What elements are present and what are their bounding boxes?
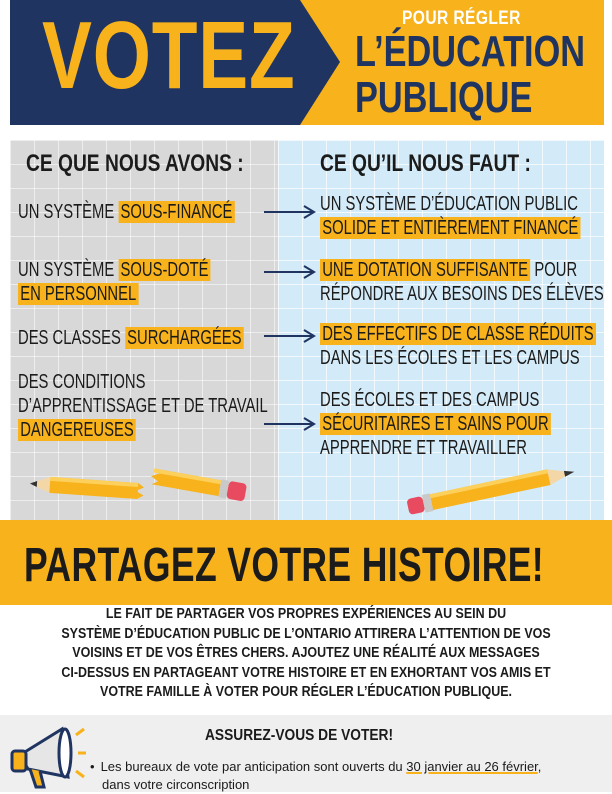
megaphone-icon xyxy=(6,715,88,792)
right-item-3 xyxy=(320,322,596,370)
bullet-text-2: dans votre circonscription xyxy=(102,777,250,792)
left-column-title: CE QUE NOUS AVONS : xyxy=(26,150,244,177)
right-item-4-text-1: DES ÉCOLES ET DES CAMPUS xyxy=(320,389,540,411)
paragraph-line: SYSTÈME D’ÉDUCATION PUBLIC DE L’ONTARIO ATTIRERA L’ATTENTION DE VOS xyxy=(61,625,551,642)
right-item-4-highlight: SÉCURITAIRES ET SAINS POUR xyxy=(320,413,551,435)
bullet-dates: 30 janvier au 26 février xyxy=(406,759,538,774)
left-item-1-text: UN SYSTÈME xyxy=(18,201,119,223)
left-item-1 xyxy=(18,200,235,224)
right-item-1-highlight: SOLIDE ET ENTIÈREMENT FINANCÉ xyxy=(320,217,580,239)
paragraph-line: LE FAIT DE PARTAGER VOS PROPRES EXPÉRIENCES AU SEIN DU xyxy=(105,606,507,622)
bullet-dot: • xyxy=(90,759,95,774)
right-item-2-text-2: RÉPONDRE AUX BESOINS DES ÉLÈVES xyxy=(320,283,604,305)
share-story-title: PARTAGEZ VOTRE HISTOIRE! xyxy=(24,539,545,592)
pencil-icon xyxy=(398,458,598,518)
paragraph-line: VOISINS ET DE VOS ÊTRES CHERS. AJOUTEZ UNE RÉALITÉ AUX MESSAGES xyxy=(72,645,540,661)
right-item-3-highlight: DES EFFECTIFS DE CLASSE RÉDUITS xyxy=(320,323,596,345)
left-item-2 xyxy=(18,258,211,306)
paragraph-line: CI-DESSUS EN PARTAGEANT VOTRE HISTOIRE ET EN EXHORTANT VOS AMIS ET xyxy=(61,664,551,681)
broken-pencil-icon xyxy=(20,455,270,515)
right-item-3-text: DANS LES ÉCOLES ET LES CAMPUS xyxy=(320,347,580,369)
votez-title: VOTEZ xyxy=(42,2,296,109)
right-item-4 xyxy=(320,388,551,460)
header xyxy=(0,0,612,135)
right-item-4-text-2: APPRENDRE ET TRAVAILLER xyxy=(320,437,527,459)
left-item-2-highlight: SOUS-DOTÉ xyxy=(118,259,210,281)
share-paragraph xyxy=(0,605,612,703)
left-item-2-text: UN SYSTÈME xyxy=(18,259,119,281)
bullet-comma: , xyxy=(537,759,542,774)
left-item-4-text-2: D’APPRENTISSAGE ET DE TRAVAIL xyxy=(18,395,268,417)
arrow-right-icon xyxy=(262,264,318,280)
left-item-4-text-1: DES CONDITIONS xyxy=(18,371,146,393)
arrow-right-icon xyxy=(262,328,318,344)
vote-reminder-section xyxy=(0,715,612,792)
title-banner xyxy=(10,0,604,125)
subtitle-education: L’ÉDUCATION xyxy=(355,27,586,76)
left-item-3 xyxy=(18,326,244,350)
left-item-3-highlight: SURCHARGÉES xyxy=(125,327,244,349)
arrow-right-icon xyxy=(262,416,318,432)
left-item-4 xyxy=(18,370,268,442)
comparison-section xyxy=(10,140,604,520)
subtitle-pour-regler: POUR RÉGLER xyxy=(402,8,521,29)
left-item-2-highlight-2: EN PERSONNEL xyxy=(18,283,138,305)
bullet-text: Les bureaux de vote par anticipation sont ouverts du xyxy=(100,759,407,774)
early-voting-bullet xyxy=(90,758,541,794)
right-column xyxy=(278,140,604,520)
paragraph-line: VOTRE FAMILLE À VOTER POUR RÉGLER L’ÉDUCATION PUBLIQUE. xyxy=(100,684,512,700)
left-item-1-highlight: SOUS-FINANCÉ xyxy=(118,201,234,223)
vote-reminder-title: ASSUREZ-VOUS DE VOTER! xyxy=(205,727,394,744)
right-item-2 xyxy=(320,258,604,306)
right-item-2-highlight: UNE DOTATION SUFFISANTE xyxy=(320,259,530,281)
subtitle-publique: PUBLIQUE xyxy=(355,73,533,122)
right-column-title: CE QU’IL NOUS FAUT : xyxy=(320,150,531,177)
share-story-band xyxy=(0,520,612,605)
right-item-2-text-1: POUR xyxy=(530,259,578,281)
left-column xyxy=(10,140,278,520)
right-item-1-text: UN SYSTÈME D’ÉDUCATION PUBLIC xyxy=(320,193,578,215)
arrow-right-icon xyxy=(262,204,318,220)
left-item-3-text: DES CLASSES xyxy=(18,327,125,349)
right-item-1 xyxy=(320,192,580,240)
left-item-4-highlight: DANGEREUSES xyxy=(18,419,136,441)
